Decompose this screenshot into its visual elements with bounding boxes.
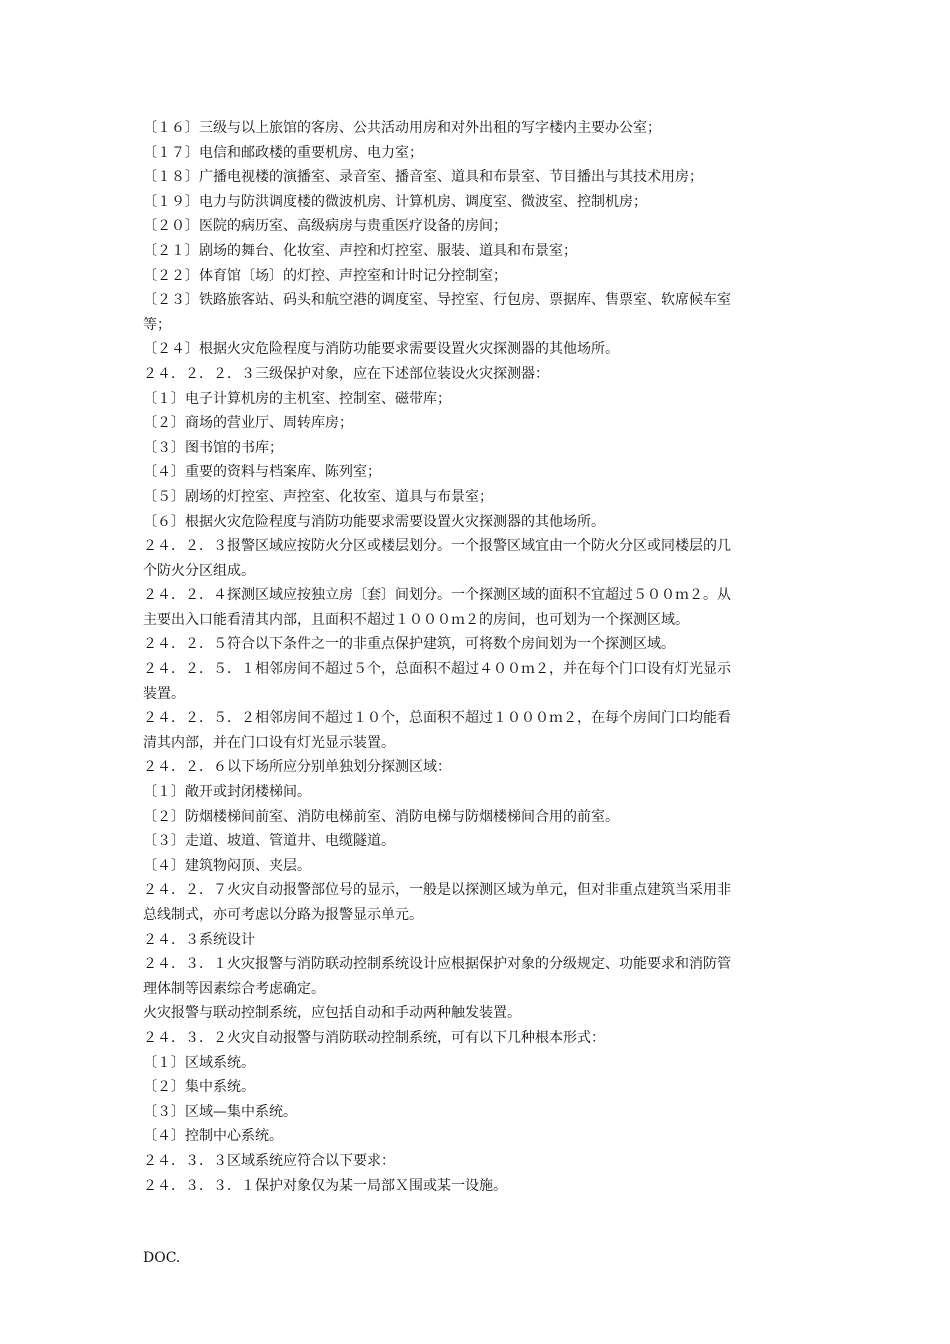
text-line: ２４．２．７火灾自动报警部位号的显示，一般是以探测区域为单元，但对非重点建筑当采用非 — [143, 882, 731, 899]
text-line: 〔２４〕根据火灾危险程度与消防功能要求需要设置火灾探测器的其他场所。 — [143, 341, 619, 358]
text-line: 〔１〕电子计算机房的主机室、控制室、磁带库； — [143, 390, 451, 407]
text-line: 〔２〕防烟楼梯间前室、消防电梯前室、消防电梯与防烟楼梯间合用的前室。 — [143, 808, 619, 825]
text-line: ２４．２．５．１相邻房间不超过５个，总面积不超过４００ｍ２，并在每个门口设有灯光显示 — [143, 661, 731, 678]
text-line: 总线制式，亦可考虑以分路为报警显示单元。 — [143, 907, 423, 923]
text-line: 〔２〕商场的营业厅、周转库房； — [143, 415, 353, 432]
text-line: 清其内部，并在门口设有灯光显示装置。 — [143, 734, 395, 751]
text-line: 〔１９〕电力与防洪调度楼的微波机房、计算机房、调度室、微波室、控制机房； — [143, 193, 647, 210]
text-line: ２４．２．５．２相邻房间不超过１０个，总面积不超过１０００ｍ２，在每个房间门口均能看 — [143, 710, 731, 727]
text-line: 〔１６〕三级与以上旅馆的客房、公共活动用房和对外出租的写字楼内主要办公室； — [143, 120, 661, 136]
text-line: 〔３〕走道、坡道、管道井、电缆隧道。 — [143, 833, 395, 850]
text-line: ２４．３．１火灾报警与消防联动控制系统设计应根据保护对象的分级规定、功能要求和消防管 — [143, 956, 731, 973]
text-line: 〔２１〕剧场的舞台、化妆室、声控和灯控室、服装、道具和布景室； — [143, 242, 577, 259]
text-line: ２４．２．２．３三级保护对象，应在下述部位装设火灾探测器： — [143, 365, 549, 382]
text-line: 〔４〕建筑物闷顶、夹层。 — [143, 857, 311, 874]
text-line: 〔１〕敞开或封闭楼梯间。 — [143, 784, 311, 801]
text-line: 〔１８〕广播电视楼的演播室、录音室、播音室、道具和布景室、节目播出与其技术用房； — [143, 169, 703, 186]
document-body — [143, 116, 811, 1198]
text-line: 〔２３〕铁路旅客站、码头和航空港的调度室、导控室、行包房、票据库、售票室、软席候车室 — [143, 292, 731, 309]
text-line: 装置。 — [143, 685, 185, 702]
text-line: ２４．３．３区域系统应符合以下要求： — [143, 1152, 395, 1169]
text-line: 理体制等因素综合考虑确定。 — [143, 980, 325, 997]
text-line: 〔１７〕电信和邮政楼的重要机房、电力室； — [143, 144, 423, 161]
text-line: 〔６〕根据火灾危险程度与消防功能要求需要设置火灾探测器的其他场所。 — [143, 513, 605, 530]
text-line: 〔５〕剧场的灯控室、声控室、化妆室、道具与布景室； — [143, 488, 493, 505]
text-line: 〔３〕图书馆的书库； — [143, 439, 283, 456]
text-line: 等； — [143, 316, 171, 333]
text-line: 主要出入口能看清其内部，且面积不超过１０００ｍ２的房间，也可划为一个探测区域。 — [143, 611, 689, 628]
text-line: 〔１〕区域系统。 — [143, 1054, 255, 1071]
text-line: 〔４〕重要的资料与档案库、陈列室； — [143, 464, 381, 481]
text-line: ２４．２．６以下场所应分别单独划分探测区域： — [143, 759, 451, 776]
text-line: 〔２０〕医院的病历室、高级病房与贵重医疗设备的房间； — [143, 218, 507, 235]
text-line: 〔４〕控制中心系统。 — [143, 1128, 283, 1145]
text-line: ２４．２．３报警区域应按防火分区或楼层划分。一个报警区域宜由一个防火分区或同楼层的几 — [143, 538, 731, 555]
text-line: 〔２〕集中系统。 — [143, 1079, 255, 1096]
text-line: ２４．２．４探测区域应按独立房〔套〕间划分。一个探测区域的面积不宜超过５００ｍ２。从 — [143, 587, 731, 604]
text-line: 〔２２〕体育馆〔场〕的灯控、声控室和计时记分控制室； — [143, 267, 507, 284]
page-footer: DOC. — [143, 1250, 181, 1266]
text-line: ２４．３．３．１保护对象仅为某一局部Ｘ围或某一设施。 — [143, 1177, 507, 1194]
text-line: ２４．３系统设计 — [143, 931, 255, 948]
text-line: ２４．３．２火灾自动报警与消防联动控制系统，可有以下几种根本形式： — [143, 1029, 605, 1046]
text-line: 〔３〕区域—集中系统。 — [143, 1103, 297, 1120]
text-line: ２４．２．５符合以下条件之一的非重点保护建筑，可将数个房间划为一个探测区域。 — [143, 636, 675, 653]
text-line: 个防火分区组成。 — [143, 562, 255, 579]
text-line: 火灾报警与联动控制系统，应包括自动和手动两种触发装置。 — [143, 1005, 521, 1022]
